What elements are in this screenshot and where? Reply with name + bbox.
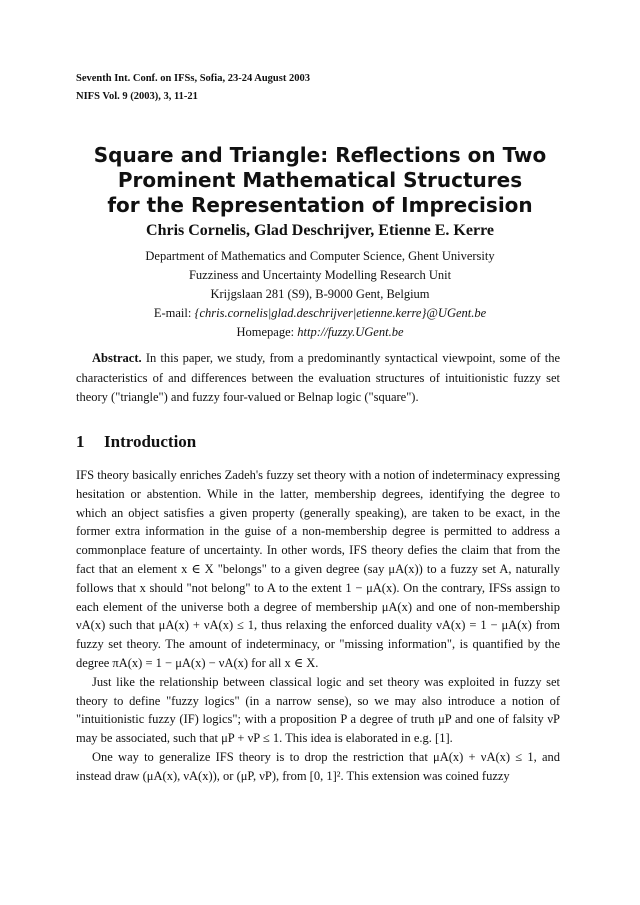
author-list: Chris Cornelis, Glad Deschrijver, Etienne E. Kerre xyxy=(146,222,494,239)
department: Department of Mathematics and Computer Science, Ghent University xyxy=(145,249,495,263)
section-heading xyxy=(76,432,196,452)
email-line xyxy=(40,304,600,323)
abstract-label: Abstract. xyxy=(92,351,142,365)
section-number: 1 xyxy=(76,432,85,451)
research-unit: Fuzziness and Uncertainty Modelling Research Unit xyxy=(188,268,452,282)
homepage-link[interactable]: http://fuzzy.UGent.be xyxy=(297,325,404,339)
section-title: Introduction xyxy=(104,432,197,451)
conference-line: Seventh Int. Conf. on IFSs, Sofia, 23-24 August 2003 xyxy=(76,73,310,84)
homepage-label: Homepage: xyxy=(236,325,295,339)
paragraph-2: Just like the relationship between classical logic and set theory was exploited in fuzzy set theory to define "fuzzy logics" (in a narrow sense), so we may also introduce a notion of "intuitionistic fuzzy (IF) logics"; with a proposition P a degree of truth μP and one of falsity νP may be associated, such that μP + νP ≤ 1. This idea is elaborated in e.g. [1]. xyxy=(76,674,560,746)
email-label: E-mail: xyxy=(153,306,192,320)
section-body xyxy=(76,466,560,786)
title-line-2: Prominent Mathematical Structures xyxy=(117,168,523,192)
title-line-1: Square and Triangle: Reflections on Two xyxy=(93,143,547,167)
paragraph-1: IFS theory basically enriches Zadeh's fuzzy set theory with a notion of indeterminacy expressing hesitation or abstention. While in the latter, membership degrees, identifying the degree to which an object satisfies a given property (generally speaking), are taken to be exact, in the former extra information in the guise of a non-membership degree is permitted to address a commonplace feature of uncertainty. In other words, IFS theory defies the claim that from the fact that an element x ∈ X "belongs" to a given degree (say μA(x)) to a fuzzy set A, naturally follows that x should "not belong" to A to the extent 1 − μA(x). On the contrary, IFSs assign to each element of the universe both a degree of membership μA(x) and one of non-membership νA(x) such that μA(x) + νA(x) ≤ 1, thus relaxing the enforced duality νA(x) = 1 − μA(x) from fuzzy set theory. The amount of indeterminacy, or "missing information", is quantified by the degree πA(x) = 1 − μA(x) − νA(x) for all x ∈ X. xyxy=(76,468,560,670)
paragraph-3: One way to generalize IFS theory is to drop the restriction that μA(x) + νA(x) ≤ 1, and instead draw (μA(x), νA(x)), or (μP, νP), from [0, 1]². This extension was coined fuzzy xyxy=(76,749,560,783)
publication-header xyxy=(76,70,310,106)
homepage-line xyxy=(40,323,600,342)
paper-title xyxy=(40,143,600,218)
affiliation-block xyxy=(40,247,600,342)
email-address[interactable]: {chris.cornelis|glad.deschrijver|etienne.kerre}@UGent.be xyxy=(194,306,487,320)
journal-line: NIFS Vol. 9 (2003), 3, 11-21 xyxy=(76,91,198,102)
address: Krijgslaan 281 (S9), B-9000 Gent, Belgium xyxy=(210,287,430,301)
title-line-3: for the Representation of Imprecision xyxy=(107,193,533,217)
abstract-text: In this paper, we study, from a predominantly syntactical viewpoint, some of the characteristics of and differences between the evaluation structures of intuitionistic fuzzy set theory ("triangle") and fuzzy four-valued or Belnap logic ("square"). xyxy=(76,351,561,404)
abstract xyxy=(76,349,560,408)
